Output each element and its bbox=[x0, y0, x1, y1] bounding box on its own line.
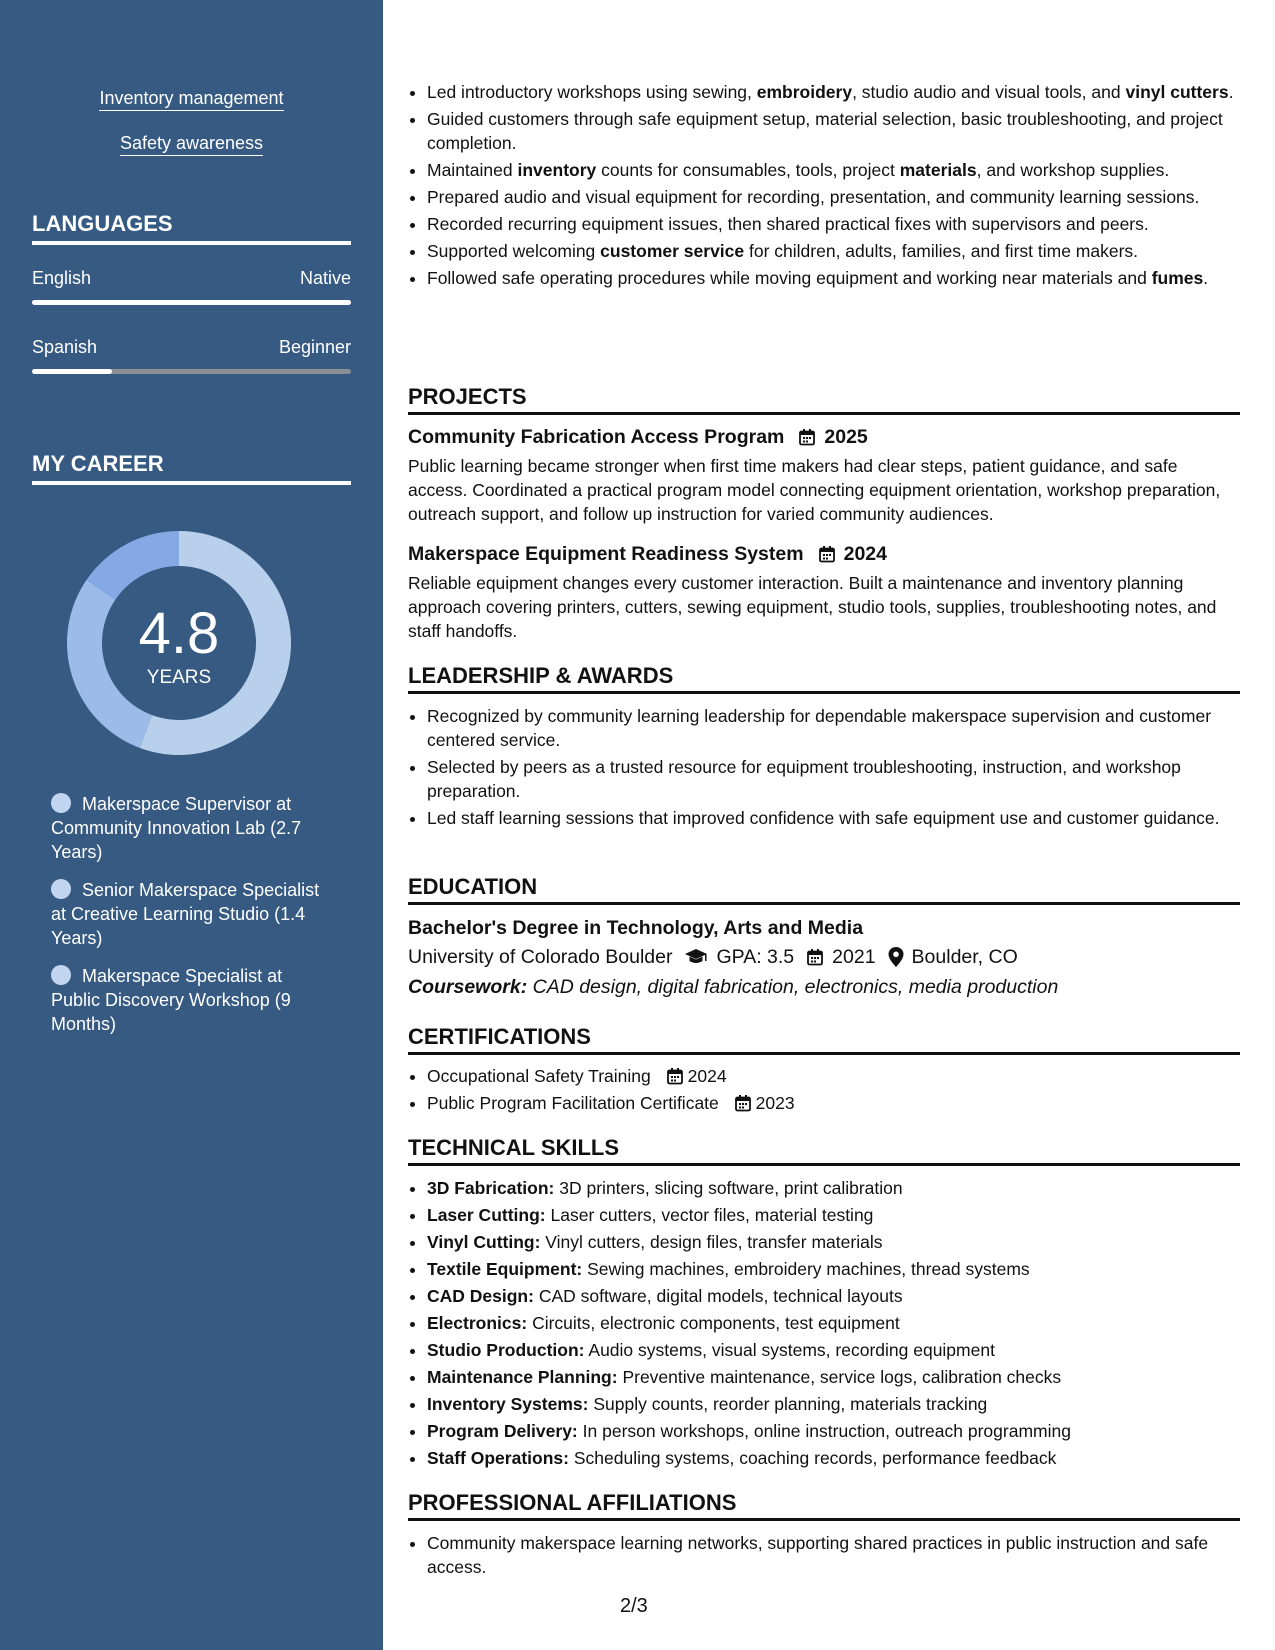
location: Boulder, CO bbox=[911, 946, 1018, 968]
skill-item: • CAD Design: CAD software, digital models, technical layouts bbox=[427, 1284, 1240, 1308]
leadership-heading: LEADERSHIP & AWARDS bbox=[408, 663, 1240, 694]
technical-skills-list bbox=[408, 1176, 1240, 1473]
gpa: GPA: 3.5 bbox=[716, 946, 795, 968]
language-level: Native bbox=[299, 268, 351, 288]
graduation-cap-icon bbox=[684, 948, 708, 966]
calendar-icon bbox=[798, 428, 816, 446]
skill-tag: Safety awareness bbox=[0, 133, 383, 154]
skill-item: • Studio Production: Audio systems, visual systems, recording equipment bbox=[427, 1338, 1240, 1362]
language-row bbox=[32, 268, 351, 289]
projects-heading: PROJECTS bbox=[408, 384, 1240, 415]
list-item: • Maintained inventory counts for consumables, tools, project materials, and workshop supplies. bbox=[427, 158, 1240, 182]
experience-bullets bbox=[408, 80, 1240, 293]
coursework: Coursework: CAD design, digital fabrication, electronics, media production bbox=[408, 976, 1059, 998]
skill-item: • Textile Equipment: Sewing machines, embroidery machines, thread systems bbox=[427, 1257, 1240, 1281]
list-item: • Guided customers through safe equipment setup, material selection, basic troubleshooting, and project completion. bbox=[427, 107, 1240, 155]
sidebar bbox=[0, 0, 383, 1650]
calendar-icon bbox=[666, 1067, 684, 1085]
education-item bbox=[408, 915, 1240, 1001]
education-heading: EDUCATION bbox=[408, 874, 1240, 905]
skill-item: • Inventory Systems: Supply counts, reorder planning, materials tracking bbox=[427, 1392, 1240, 1416]
graduation-year: 2021 bbox=[832, 946, 876, 968]
career-total-value: 4.8 bbox=[138, 601, 220, 666]
project-year: 2025 bbox=[824, 426, 868, 448]
legend-dot bbox=[51, 793, 71, 813]
skill-tag: Inventory management bbox=[0, 88, 383, 109]
legend-dot bbox=[51, 879, 71, 899]
list-item: • Occupational Safety Training 2024 bbox=[427, 1064, 1240, 1088]
skill-item: • 3D Fabrication: 3D printers, slicing software, print calibration bbox=[427, 1176, 1240, 1200]
list-item: • Community makerspace learning networks, supporting shared practices in public instruction and safe access. bbox=[427, 1531, 1240, 1579]
skill-item: • Laser Cutting: Laser cutters, vector files, material testing bbox=[427, 1203, 1240, 1227]
language-level: Beginner bbox=[278, 337, 351, 357]
school-name: University of Colorado Boulder bbox=[408, 946, 673, 968]
project-item bbox=[408, 424, 1240, 526]
career-item: Senior Makerspace Specialist at Creative Learning Studio (1.4 Years) bbox=[51, 880, 320, 948]
language-name: Spanish bbox=[32, 337, 98, 357]
list-item: • Followed safe operating procedures while moving equipment and working near materials and fumes. bbox=[427, 266, 1240, 290]
list-item: • Supported welcoming customer service for children, adults, families, and first time makers. bbox=[427, 239, 1240, 263]
skill-item: • Vinyl Cutting: Vinyl cutters, design files, transfer materials bbox=[427, 1230, 1240, 1254]
language-proficiency-fill bbox=[32, 300, 351, 305]
project-year: 2024 bbox=[843, 543, 887, 565]
list-item: • Led staff learning sessions that improved confidence with safe equipment use and customer guidance. bbox=[427, 806, 1240, 830]
language-row bbox=[32, 337, 351, 358]
project-title: Community Fabrication Access Program bbox=[408, 426, 785, 448]
project-item bbox=[408, 541, 1240, 643]
career-item: Makerspace Specialist at Public Discovery Workshop (9 Months) bbox=[51, 966, 291, 1034]
donut-segment bbox=[87, 531, 179, 600]
project-title: Makerspace Equipment Readiness System bbox=[408, 543, 804, 565]
legend-dot bbox=[51, 965, 71, 985]
career-heading: MY CAREER bbox=[32, 451, 351, 485]
affiliations-heading: PROFESSIONAL AFFILIATIONS bbox=[408, 1490, 1240, 1521]
project-description: Public learning became stronger when first time makers had clear steps, patient guidance, and safe access. Coordinated a practical program model connecting equipment orientation, workshop preparation, outreach support, and follow up instruction for varied community audiences. bbox=[408, 456, 1221, 524]
certifications-heading: CERTIFICATIONS bbox=[408, 1024, 1240, 1055]
skill-item: • Maintenance Planning: Preventive maintenance, service logs, calibration checks bbox=[427, 1365, 1240, 1389]
career-total-unit: YEARS bbox=[146, 667, 212, 688]
skill-item: • Program Delivery: In person workshops, online instruction, outreach programming bbox=[427, 1419, 1240, 1443]
calendar-icon bbox=[806, 948, 824, 966]
list-item: • Recorded recurring equipment issues, then shared practical fixes with supervisors and peers. bbox=[427, 212, 1240, 236]
skill-item: • Staff Operations: Scheduling systems, coaching records, performance feedback bbox=[427, 1446, 1240, 1470]
leadership-list bbox=[408, 704, 1240, 833]
language-proficiency-bar bbox=[32, 300, 351, 305]
languages-heading: LANGUAGES bbox=[32, 211, 351, 245]
technical-skills-heading: TECHNICAL SKILLS bbox=[408, 1135, 1240, 1166]
experience-list bbox=[408, 80, 1240, 290]
list-item: • Led introductory workshops using sewing, embroidery, studio audio and visual tools, and vinyl cutters. bbox=[427, 80, 1240, 104]
project-description: Reliable equipment changes every customer interaction. Built a maintenance and inventory planning approach covering printers, cutters, sewing equipment, studio tools, supplies, troubleshooting notes, and staff handoffs. bbox=[408, 573, 1217, 641]
list-item: • Prepared audio and visual equipment for recording, presentation, and community learning sessions. bbox=[427, 185, 1240, 209]
list-item: • Selected by peers as a trusted resource for equipment troubleshooting, instruction, and workshop preparation. bbox=[427, 755, 1240, 803]
location-pin-icon bbox=[888, 947, 904, 967]
career-item: Makerspace Supervisor at Community Innovation Lab (2.7 Years) bbox=[51, 794, 302, 862]
language-proficiency-fill bbox=[32, 369, 112, 374]
calendar-icon bbox=[734, 1094, 752, 1112]
affiliations-list bbox=[408, 1531, 1240, 1582]
degree: Bachelor's Degree in Technology, Arts and Media bbox=[408, 917, 864, 939]
calendar-icon bbox=[818, 545, 836, 563]
list-item: • Public Program Facilitation Certificate 2023 bbox=[427, 1091, 1240, 1115]
skill-item: • Electronics: Circuits, electronic components, test equipment bbox=[427, 1311, 1240, 1335]
language-name: English bbox=[32, 268, 92, 288]
language-proficiency-bar bbox=[32, 369, 351, 374]
certifications-list bbox=[408, 1064, 1240, 1118]
page-number: 2/3 bbox=[620, 1595, 648, 1617]
list-item: • Recognized by community learning leadership for dependable makerspace supervision and customer centered service. bbox=[427, 704, 1240, 752]
career-donut-chart bbox=[64, 528, 294, 758]
